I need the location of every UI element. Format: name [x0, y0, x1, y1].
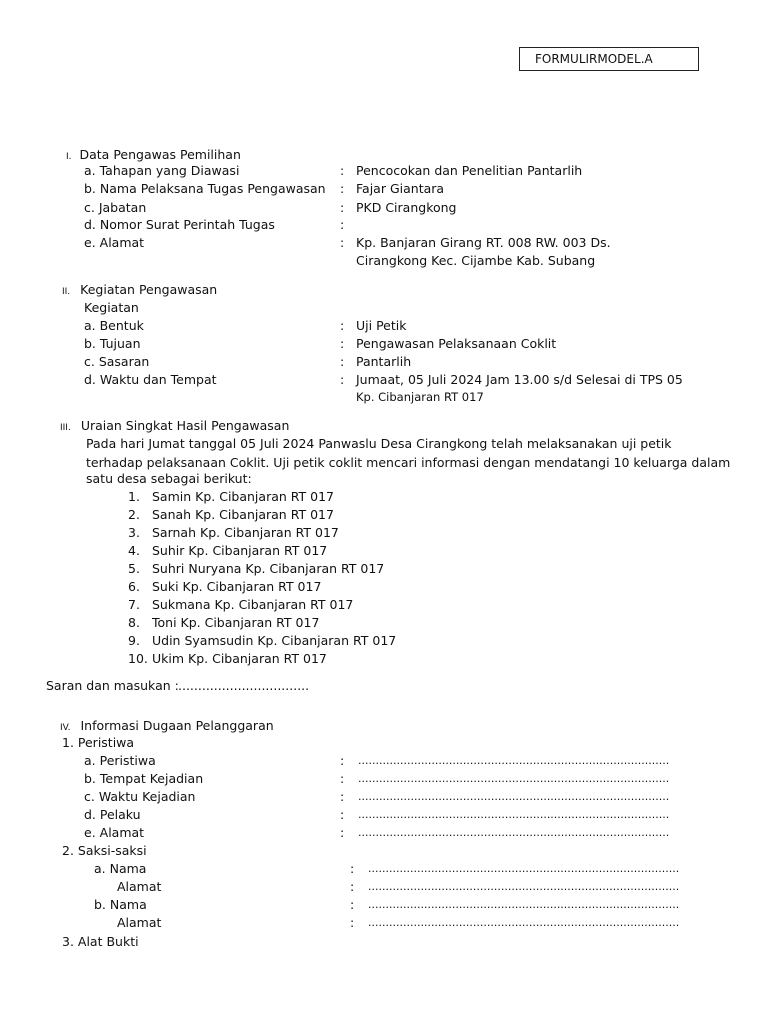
paragraph-line-3: satu desa sebagai berikut: — [86, 471, 252, 486]
field-value-tahapan: Pencocokan dan Penelitian Pantarlih — [356, 163, 583, 178]
field-label-nama-pelaksana: b. Nama Pelaksana Tugas Pengawasan — [84, 181, 326, 196]
list-item: 10. — [128, 651, 148, 666]
saksi-b-nama-field[interactable]: ......................................................................................... — [368, 898, 680, 911]
list-item: 8. — [128, 615, 140, 630]
list-item: 2. — [128, 507, 140, 522]
field-value-bentuk: Uji Petik — [356, 318, 407, 333]
colon: : — [340, 372, 345, 387]
section-4-numeral: IV. — [60, 723, 71, 733]
list-item: 7. — [128, 597, 140, 612]
colon: : — [340, 217, 345, 232]
section-1-numeral: I. — [66, 152, 72, 162]
field-label-pelaku: d. Pelaku — [84, 807, 141, 822]
colon: : — [350, 915, 355, 930]
list-item-text: Ukim Kp. Cibanjaran RT 017 — [152, 651, 327, 666]
field-value-tujuan: Pengawasan Pelaksanaan Coklit — [356, 336, 557, 351]
colon: : — [340, 235, 345, 250]
field-label-tujuan: b. Tujuan — [84, 336, 141, 351]
list-item-text: Sanah Kp. Cibanjaran RT 017 — [152, 507, 334, 522]
field-label-waktu-tempat: d. Waktu dan Tempat — [84, 372, 217, 387]
field-value-jabatan: PKD Cirangkong — [356, 200, 457, 215]
list-item: 5. — [128, 561, 140, 576]
section-3-title: Uraian Singkat Hasil Pengawasan — [80, 418, 290, 433]
saksi-b-alamat-field[interactable]: ......................................................................................... — [368, 916, 680, 929]
saksi-a-alamat-field[interactable]: ......................................................................................... — [368, 880, 680, 893]
tempat-kejadian-field[interactable]: ......................................................................................... — [358, 772, 670, 785]
field-value-alamat-line2: Cirangkong Kec. Cijambe Kab. Subang — [356, 253, 596, 268]
pelaku-field[interactable]: ......................................................................................... — [358, 808, 670, 821]
colon: : — [340, 318, 345, 333]
colon: : — [340, 181, 345, 196]
colon: : — [340, 825, 345, 840]
field-value-nama-pelaksana: Fajar Giantara — [356, 181, 445, 196]
list-item: 6. — [128, 579, 140, 594]
colon: : — [340, 163, 345, 178]
alat-bukti-heading: 3. Alat Bukti — [62, 934, 139, 949]
field-label-saksi-a-nama: a. Nama — [94, 861, 147, 876]
field-label-waktu-kejadian: c. Waktu Kejadian — [84, 789, 196, 804]
list-item: 4. — [128, 543, 140, 558]
field-label-saksi-b-nama: b. Nama — [94, 897, 147, 912]
section-2-heading — [62, 282, 217, 300]
list-item-text: Samin Kp. Cibanjaran RT 017 — [152, 489, 335, 504]
list-item-text: Sarnah Kp. Cibanjaran RT 017 — [152, 525, 339, 540]
section-1-title: Data Pengawas Pemilihan — [79, 147, 241, 162]
field-label-jabatan: c. Jabatan — [84, 200, 147, 215]
field-label-bentuk: a. Bentuk — [84, 318, 144, 333]
list-item-text: Udin Syamsudin Kp. Cibanjaran RT 017 — [152, 633, 397, 648]
colon: : — [340, 807, 345, 822]
field-value-sasaran: Pantarlih — [356, 354, 412, 369]
field-label-tempat-kejadian: b. Tempat Kejadian — [84, 771, 204, 786]
form-code: FORMULIRMODEL.A — [535, 52, 653, 66]
paragraph-line-2: terhadap pelaksanaan Coklit. Uji petik coklit mencari informasi dengan mendatangi 10 keluarga dalam — [86, 455, 731, 470]
colon: : — [340, 771, 345, 786]
peristiwa-heading: 1. Peristiwa — [62, 735, 135, 750]
field-value-alamat: Kp. Banjaran Girang RT. 008 RW. 003 Ds. — [356, 235, 611, 250]
list-item: 9. — [128, 633, 140, 648]
colon: : — [340, 354, 345, 369]
field-label-sasaran: c. Sasaran — [84, 354, 150, 369]
list-item-text: Toni Kp. Cibanjaran RT 017 — [152, 615, 320, 630]
paragraph-line-1: Pada hari Jumat tanggal 05 Juli 2024 Panwaslu Desa Cirangkong telah melaksanakan uji petik — [86, 436, 672, 451]
list-item-text: Suhri Nuryana Kp. Cibanjaran RT 017 — [152, 561, 385, 576]
colon: : — [340, 753, 345, 768]
peristiwa-field[interactable]: ......................................................................................... — [358, 754, 670, 767]
form-code-box — [519, 47, 699, 71]
section-4-title: Informasi Dugaan Pelanggaran — [80, 718, 274, 733]
list-item-text: Suki Kp. Cibanjaran RT 017 — [152, 579, 322, 594]
colon: : — [340, 200, 345, 215]
colon: : — [350, 879, 355, 894]
section-3-heading — [60, 418, 289, 436]
field-label-saksi-b-alamat: Alamat — [117, 915, 162, 930]
field-label-peristiwa: a. Peristiwa — [84, 753, 156, 768]
alamat-kejadian-field[interactable]: ......................................................................................... — [358, 826, 670, 839]
saksi-heading: 2. Saksi-saksi — [62, 843, 147, 858]
section-2-numeral: II. — [62, 287, 71, 297]
list-item: 1. — [128, 489, 140, 504]
waktu-kejadian-field[interactable]: ......................................................................................... — [358, 790, 670, 803]
field-label-tahapan: a. Tahapan yang Diawasi — [84, 163, 240, 178]
field-label-alamat-kejadian: e. Alamat — [84, 825, 145, 840]
saksi-a-nama-field[interactable]: ......................................................................................... — [368, 862, 680, 875]
saran-field[interactable]: ................................. — [178, 678, 310, 693]
section-2-subtitle: Kegiatan — [84, 300, 139, 315]
list-item: 3. — [128, 525, 140, 540]
list-item-text: Sukmana Kp. Cibanjaran RT 017 — [152, 597, 354, 612]
saran-label: Saran dan masukan : — [46, 678, 179, 693]
field-label-alamat: e. Alamat — [84, 235, 145, 250]
section-3-numeral: III. — [60, 423, 71, 433]
field-label-nomor-surat: d. Nomor Surat Perintah Tugas — [84, 217, 275, 232]
section-2-title: Kegiatan Pengawasan — [80, 282, 218, 297]
colon: : — [350, 897, 355, 912]
colon: : — [340, 336, 345, 351]
field-label-saksi-a-alamat: Alamat — [117, 879, 162, 894]
field-value-waktu-tempat-line2: Kp. Cibanjaran RT 017 — [356, 390, 484, 404]
colon: : — [340, 789, 345, 804]
colon: : — [350, 861, 355, 876]
list-item-text: Suhir Kp. Cibanjaran RT 017 — [152, 543, 328, 558]
section-4-heading — [60, 718, 274, 736]
field-value-waktu-tempat: Jumaat, 05 Juli 2024 Jam 13.00 s/d Selesai di TPS 05 — [356, 372, 683, 387]
